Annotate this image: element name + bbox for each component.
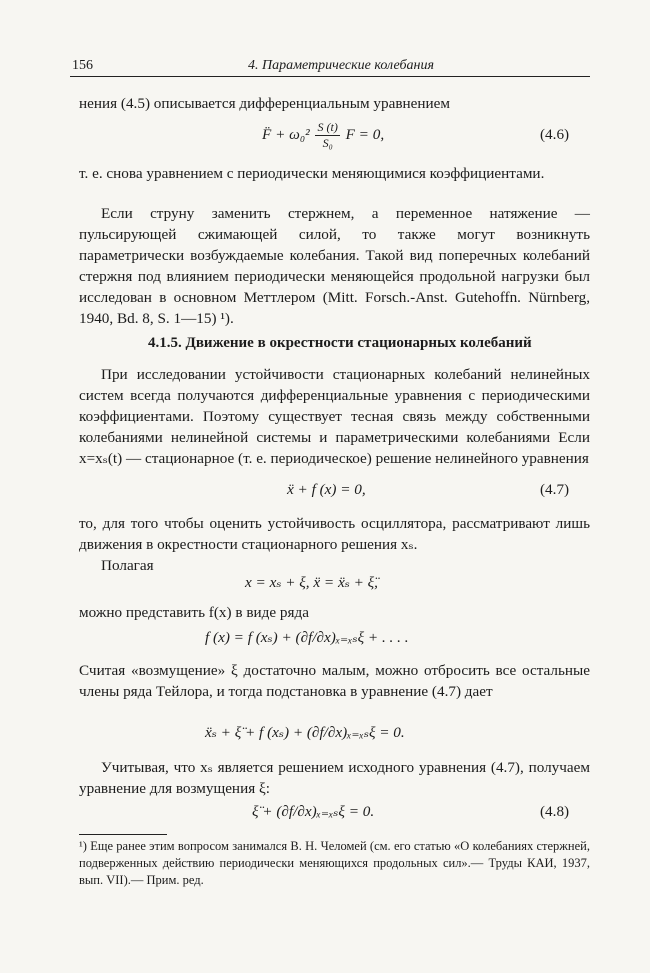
fraction-denominator: S₀ <box>322 136 333 150</box>
paragraph-periodic: т. е. снова уравнением с периодически меняющимися коэффициентами. <box>79 165 545 182</box>
equation-4-6 <box>262 120 384 151</box>
section-heading: 4.1.5. Движение в окрестности стационарных колебаний <box>148 335 532 351</box>
chapter-title: 4. Параметрические колебания <box>248 58 435 73</box>
paragraph-stability: При исследовании устойчивости стационарных колебаний нелинейных систем всегда получаются дифференциальные уравнения с периодическими коэффициентами. Поэтому существует тесная связь между собственными колебаниями нелинейной системы и параметрическими колебаниями Если x=xₛ(t) — стационарное (т. е. периодическое) решение нелинейного уравнения <box>79 366 590 467</box>
equation-full-substitution: ẍₛ + ξ̈ + f (xₛ) + (∂f/∂x)ₓ₌ₓₛξ = 0. <box>205 724 405 741</box>
page-number: 156 <box>72 58 93 73</box>
fraction-numerator: S (t) <box>317 120 338 134</box>
equation-4-6-lhs: F̈ + ω₀² <box>262 125 310 143</box>
footnote-rule <box>79 834 167 835</box>
paragraph-setting: Полагая <box>101 557 154 574</box>
running-header <box>70 56 590 77</box>
equation-4-7: ẍ + f (x) = 0, <box>287 481 366 498</box>
equation-number-4-7: (4.7) <box>540 481 570 498</box>
footnote: ¹) Еще ранее этим вопросом занимался В. Н. Челомей (см. его статью «О колебаниях стержней, подверженных действию периодически меняющихся продольных сил».— Труды КАИ, 1937, вып. VII).— Прим. ред. <box>79 839 590 887</box>
paragraph-solution: Учитывая, что xₛ является решением исходного уравнения (4.7), получаем уравнение для возмущения ξ: <box>79 759 590 797</box>
equation-4-8: ξ̈ + (∂f/∂x)ₓ₌ₓₛξ = 0. <box>252 803 375 820</box>
paragraph-oscillator: то, для того чтобы оценить устойчивость осциллятора, рассматривают лишь движения в окрестности стационарного решения xₛ. <box>79 515 590 553</box>
paragraph-series: можно представить f(x) в виде ряда <box>79 604 309 621</box>
paragraph-rod: Если струну заменить стержнем, а переменное натяжение — пульсирующей сжимающей силой, то также могут возникнуть параметрически возбуждаемые колебания. Такой вид поперечных колебаний стержня под влиянием периодически меняющейся продольной нагрузки был исследован в основном Меттлером (Mitt. Forsch.-Anst. Gutehoffn. Nürnberg, 1940, Bd. 8, S. 1—15) ¹). <box>79 205 590 327</box>
equation-number-4-8: (4.8) <box>540 803 570 820</box>
equation-substitution: x = xₛ + ξ, ẍ = ẍₛ + ξ̈, <box>245 574 378 591</box>
paragraph-intro: нения (4.5) описывается дифференциальным уравнением <box>79 95 450 112</box>
paragraph-perturbation: Считая «возмущение» ξ достаточно малым, можно отбросить все остальные члены ряда Тейлора, и тогда подстановка в уравнение (4.7) дает <box>79 662 590 700</box>
equation-4-6-rhs: F = 0, <box>345 125 385 143</box>
equation-number-4-6: (4.6) <box>540 126 570 143</box>
equation-4-6-fraction <box>315 120 339 151</box>
equation-taylor-series: f (x) = f (xₛ) + (∂f/∂x)ₓ₌ₓₛξ + . . . . <box>205 629 409 646</box>
